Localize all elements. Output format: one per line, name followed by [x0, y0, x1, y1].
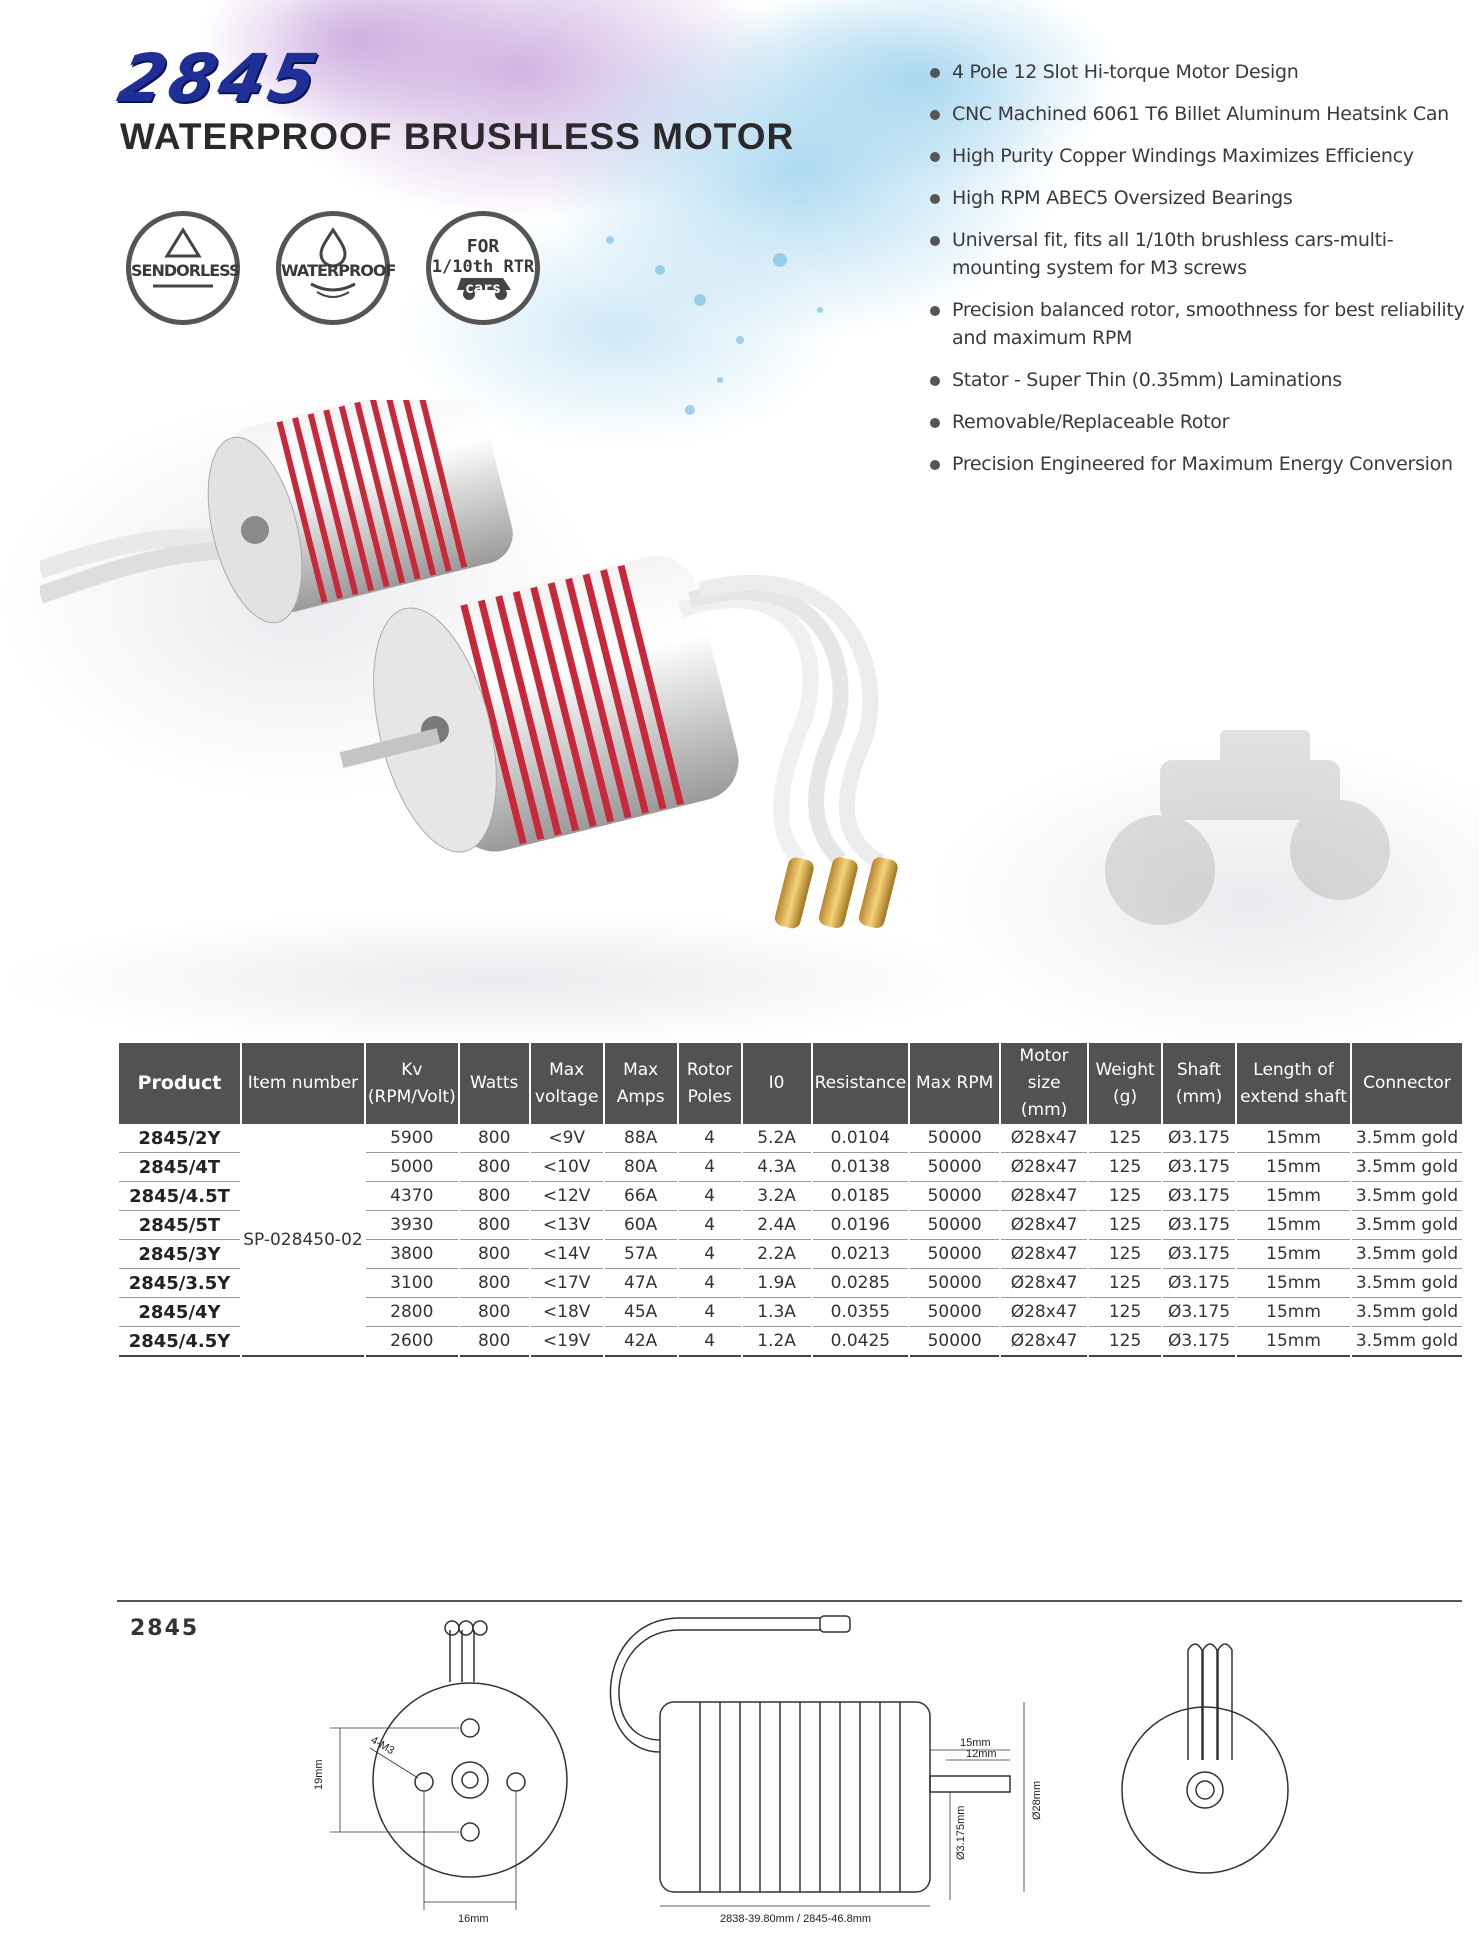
- cell-kv: 3800: [366, 1240, 458, 1269]
- drawing-divider: [117, 1600, 1462, 1602]
- cell-conn: 3.5mm gold: [1352, 1269, 1462, 1298]
- feature-item: Precision balanced rotor, smoothness for best reliability and maximum RPM: [928, 296, 1468, 352]
- rtr-cars: cars: [464, 279, 502, 297]
- side-view: [610, 1616, 1024, 1906]
- cell-io: 5.2A: [743, 1124, 811, 1153]
- cell-io: 1.3A: [743, 1298, 811, 1327]
- cell-shaft: Ø3.175: [1163, 1124, 1235, 1153]
- cell-shaft: Ø3.175: [1163, 1327, 1235, 1357]
- cell-product: 2845/4Y: [119, 1298, 240, 1327]
- cell-poles: 4: [679, 1298, 741, 1327]
- cell-kv: 2600: [366, 1327, 458, 1357]
- bullet-icon: [930, 236, 940, 246]
- cell-shaft: Ø3.175: [1163, 1211, 1235, 1240]
- cell-watts: 800: [460, 1211, 529, 1240]
- col-io: I0: [743, 1043, 811, 1124]
- col-item-number: Item number: [242, 1043, 364, 1124]
- sensorless-badge: [126, 211, 240, 325]
- cell-conn: 3.5mm gold: [1352, 1240, 1462, 1269]
- cell-ext: 15mm: [1237, 1124, 1350, 1153]
- cell-maxa: 45A: [605, 1298, 677, 1327]
- cell-maxv: <9V: [531, 1124, 603, 1153]
- cell-res: 0.0425: [813, 1327, 909, 1357]
- col-motor-size: Motor size (mm): [1001, 1043, 1087, 1124]
- cell-product: 2845/5T: [119, 1211, 240, 1240]
- col-extend-shaft: Length of extend shaft: [1237, 1043, 1350, 1124]
- col-watts: Watts: [460, 1043, 529, 1124]
- cell-io: 4.3A: [743, 1153, 811, 1182]
- cell-weight: 125: [1089, 1124, 1161, 1153]
- cell-ext: 15mm: [1237, 1298, 1350, 1327]
- cell-maxa: 42A: [605, 1327, 677, 1357]
- feature-item: High Purity Copper Windings Maximizes Efficiency: [928, 142, 1468, 170]
- svg-text:4-M3: 4-M3: [368, 1734, 397, 1758]
- cell-rpm: 50000: [910, 1211, 999, 1240]
- cell-maxv: <12V: [531, 1182, 603, 1211]
- cell-maxv: <10V: [531, 1153, 603, 1182]
- dimension-labels: [313, 1734, 1043, 1925]
- cell-weight: 125: [1089, 1153, 1161, 1182]
- cell-size: Ø28x47: [1001, 1124, 1087, 1153]
- cell-rpm: 50000: [910, 1298, 999, 1327]
- cell-watts: 800: [460, 1182, 529, 1211]
- cell-kv: 2800: [366, 1298, 458, 1327]
- cell-ext: 15mm: [1237, 1327, 1350, 1357]
- rear-view: [1122, 1644, 1288, 1873]
- col-max-amps: Max Amps: [605, 1043, 677, 1124]
- cell-product: 2845/2Y: [119, 1124, 240, 1153]
- bullet-icon: [930, 376, 940, 386]
- svg-text:19mm: 19mm: [313, 1759, 325, 1790]
- bullet-icon: [930, 68, 940, 78]
- cell-size: Ø28x47: [1001, 1298, 1087, 1327]
- cell-res: 0.0196: [813, 1211, 909, 1240]
- cell-size: Ø28x47: [1001, 1240, 1087, 1269]
- col-max-voltage: Max voltage: [531, 1043, 603, 1124]
- cell-shaft: Ø3.175: [1163, 1298, 1235, 1327]
- cell-watts: 800: [460, 1298, 529, 1327]
- cell-weight: 125: [1089, 1327, 1161, 1357]
- cell-conn: 3.5mm gold: [1352, 1327, 1462, 1357]
- cell-ext: 15mm: [1237, 1240, 1350, 1269]
- cell-weight: 125: [1089, 1211, 1161, 1240]
- cell-watts: 800: [460, 1124, 529, 1153]
- bullet-connectors: [773, 856, 899, 930]
- col-shaft: Shaft (mm): [1163, 1043, 1235, 1124]
- svg-text:15mm: 15mm: [960, 1737, 991, 1749]
- svg-text:2838-39.80mm / 2845-46.8mm: 2838-39.80mm / 2845-46.8mm: [720, 1913, 872, 1925]
- cell-size: Ø28x47: [1001, 1211, 1087, 1240]
- cell-conn: 3.5mm gold: [1352, 1124, 1462, 1153]
- cell-product: 2845/3Y: [119, 1240, 240, 1269]
- cell-rpm: 50000: [910, 1182, 999, 1211]
- cell-maxa: 88A: [605, 1124, 677, 1153]
- svg-text:Ø3.175mm: Ø3.175mm: [955, 1805, 967, 1860]
- cell-io: 2.4A: [743, 1211, 811, 1240]
- cell-ext: 15mm: [1237, 1153, 1350, 1182]
- col-max-rpm: Max RPM: [910, 1043, 999, 1124]
- cell-rpm: 50000: [910, 1240, 999, 1269]
- cell-shaft: Ø3.175: [1163, 1240, 1235, 1269]
- cell-poles: 4: [679, 1269, 741, 1298]
- feature-item: High RPM ABEC5 Oversized Bearings: [928, 184, 1468, 212]
- cell-weight: 125: [1089, 1182, 1161, 1211]
- motor-rear: [191, 400, 519, 632]
- col-connector: Connector: [1352, 1043, 1462, 1124]
- feature-item: Precision Engineered for Maximum Energy Conversion: [928, 450, 1468, 478]
- technical-drawing: [300, 1610, 1340, 1930]
- cell-weight: 125: [1089, 1269, 1161, 1298]
- waterproof-badge: [276, 211, 396, 325]
- cell-poles: 4: [679, 1327, 741, 1357]
- cell-weight: 125: [1089, 1240, 1161, 1269]
- cell-conn: 3.5mm gold: [1352, 1153, 1462, 1182]
- cell-ext: 15mm: [1237, 1182, 1350, 1211]
- cell-maxv: <17V: [531, 1269, 603, 1298]
- bullet-icon: [930, 110, 940, 120]
- cell-kv: 5900: [366, 1124, 458, 1153]
- cell-res: 0.0185: [813, 1182, 909, 1211]
- cell-io: 2.2A: [743, 1240, 811, 1269]
- cell-res: 0.0285: [813, 1269, 909, 1298]
- model-title: 2845: [111, 40, 328, 117]
- cell-res: 0.0213: [813, 1240, 909, 1269]
- motor-product-image: [40, 400, 1040, 990]
- cell-poles: 4: [679, 1240, 741, 1269]
- rtr-badge: [426, 211, 540, 325]
- cell-product: 2845/4T: [119, 1153, 240, 1182]
- cell-product: 2845/4.5Y: [119, 1327, 240, 1357]
- cell-poles: 4: [679, 1211, 741, 1240]
- bullet-icon: [930, 194, 940, 204]
- waterproof-label: WATERPROOF: [281, 261, 396, 280]
- cell-watts: 800: [460, 1269, 529, 1298]
- feature-item: Removable/Replaceable Rotor: [928, 408, 1468, 436]
- feature-item: CNC Machined 6061 T6 Billet Aluminum Heatsink Can: [928, 100, 1468, 128]
- cell-maxv: <14V: [531, 1240, 603, 1269]
- cell-weight: 125: [1089, 1298, 1161, 1327]
- cell-item-number: SP-028450-02: [242, 1124, 364, 1357]
- cell-shaft: Ø3.175: [1163, 1269, 1235, 1298]
- cell-ext: 15mm: [1237, 1269, 1350, 1298]
- cell-maxv: <18V: [531, 1298, 603, 1327]
- col-weight: Weight (g): [1089, 1043, 1161, 1124]
- sensorless-label: SENDORLESS: [131, 261, 240, 280]
- cell-rpm: 50000: [910, 1124, 999, 1153]
- cell-size: Ø28x47: [1001, 1182, 1087, 1211]
- table-header-row: [119, 1043, 1462, 1124]
- table-row: [119, 1124, 1462, 1153]
- cell-product: 2845/3.5Y: [119, 1269, 240, 1298]
- feature-item: Stator - Super Thin (0.35mm) Laminations: [928, 366, 1468, 394]
- cell-kv: 3100: [366, 1269, 458, 1298]
- cell-maxa: 47A: [605, 1269, 677, 1298]
- cell-kv: 3930: [366, 1211, 458, 1240]
- cell-maxa: 57A: [605, 1240, 677, 1269]
- cell-conn: 3.5mm gold: [1352, 1298, 1462, 1327]
- cell-io: 3.2A: [743, 1182, 811, 1211]
- motor-front: [340, 547, 747, 864]
- svg-text:12mm: 12mm: [966, 1748, 997, 1760]
- cell-watts: 800: [460, 1240, 529, 1269]
- rtr-scale: 1/10th RTR: [431, 257, 535, 277]
- feature-item: 4 Pole 12 Slot Hi-torque Motor Design: [928, 58, 1468, 86]
- cell-maxv: <19V: [531, 1327, 603, 1357]
- rtr-for: FOR: [466, 236, 500, 257]
- cell-maxa: 60A: [605, 1211, 677, 1240]
- cell-res: 0.0355: [813, 1298, 909, 1327]
- cell-res: 0.0138: [813, 1153, 909, 1182]
- cell-size: Ø28x47: [1001, 1153, 1087, 1182]
- cell-conn: 3.5mm gold: [1352, 1182, 1462, 1211]
- cell-rpm: 50000: [910, 1153, 999, 1182]
- cell-shaft: Ø3.175: [1163, 1153, 1235, 1182]
- product-subtitle: WATERPROOF BRUSHLESS MOTOR: [120, 116, 795, 157]
- cell-conn: 3.5mm gold: [1352, 1211, 1462, 1240]
- spec-table: [117, 1043, 1464, 1357]
- cell-io: 1.9A: [743, 1269, 811, 1298]
- cell-watts: 800: [460, 1153, 529, 1182]
- cell-size: Ø28x47: [1001, 1269, 1087, 1298]
- svg-text:16mm: 16mm: [458, 1913, 489, 1925]
- col-resistance: Resistance: [813, 1043, 909, 1124]
- cell-ext: 15mm: [1237, 1211, 1350, 1240]
- bullet-icon: [930, 306, 940, 316]
- cell-maxa: 66A: [605, 1182, 677, 1211]
- cell-product: 2845/4.5T: [119, 1182, 240, 1211]
- cell-maxa: 80A: [605, 1153, 677, 1182]
- cell-rpm: 50000: [910, 1327, 999, 1357]
- cell-maxv: <13V: [531, 1211, 603, 1240]
- cell-kv: 5000: [366, 1153, 458, 1182]
- rc-truck-image: [1040, 700, 1479, 1000]
- cell-kv: 4370: [366, 1182, 458, 1211]
- col-kv: Kv (RPM/Volt): [366, 1043, 458, 1124]
- cell-watts: 800: [460, 1327, 529, 1357]
- cell-poles: 4: [679, 1153, 741, 1182]
- cell-res: 0.0104: [813, 1124, 909, 1153]
- cell-size: Ø28x47: [1001, 1327, 1087, 1357]
- front-view: [330, 1621, 567, 1910]
- cell-io: 1.2A: [743, 1327, 811, 1357]
- col-product: Product: [119, 1043, 240, 1124]
- cell-poles: 4: [679, 1182, 741, 1211]
- bullet-icon: [930, 152, 940, 162]
- cell-rpm: 50000: [910, 1269, 999, 1298]
- col-rotor-poles: Rotor Poles: [679, 1043, 741, 1124]
- drawing-label: 2845: [130, 1616, 200, 1641]
- feature-item: Universal fit, fits all 1/10th brushless cars-multi-mounting system for M3 screws: [928, 226, 1468, 282]
- cell-poles: 4: [679, 1124, 741, 1153]
- svg-text:Ø28mm: Ø28mm: [1031, 1780, 1043, 1820]
- cell-shaft: Ø3.175: [1163, 1182, 1235, 1211]
